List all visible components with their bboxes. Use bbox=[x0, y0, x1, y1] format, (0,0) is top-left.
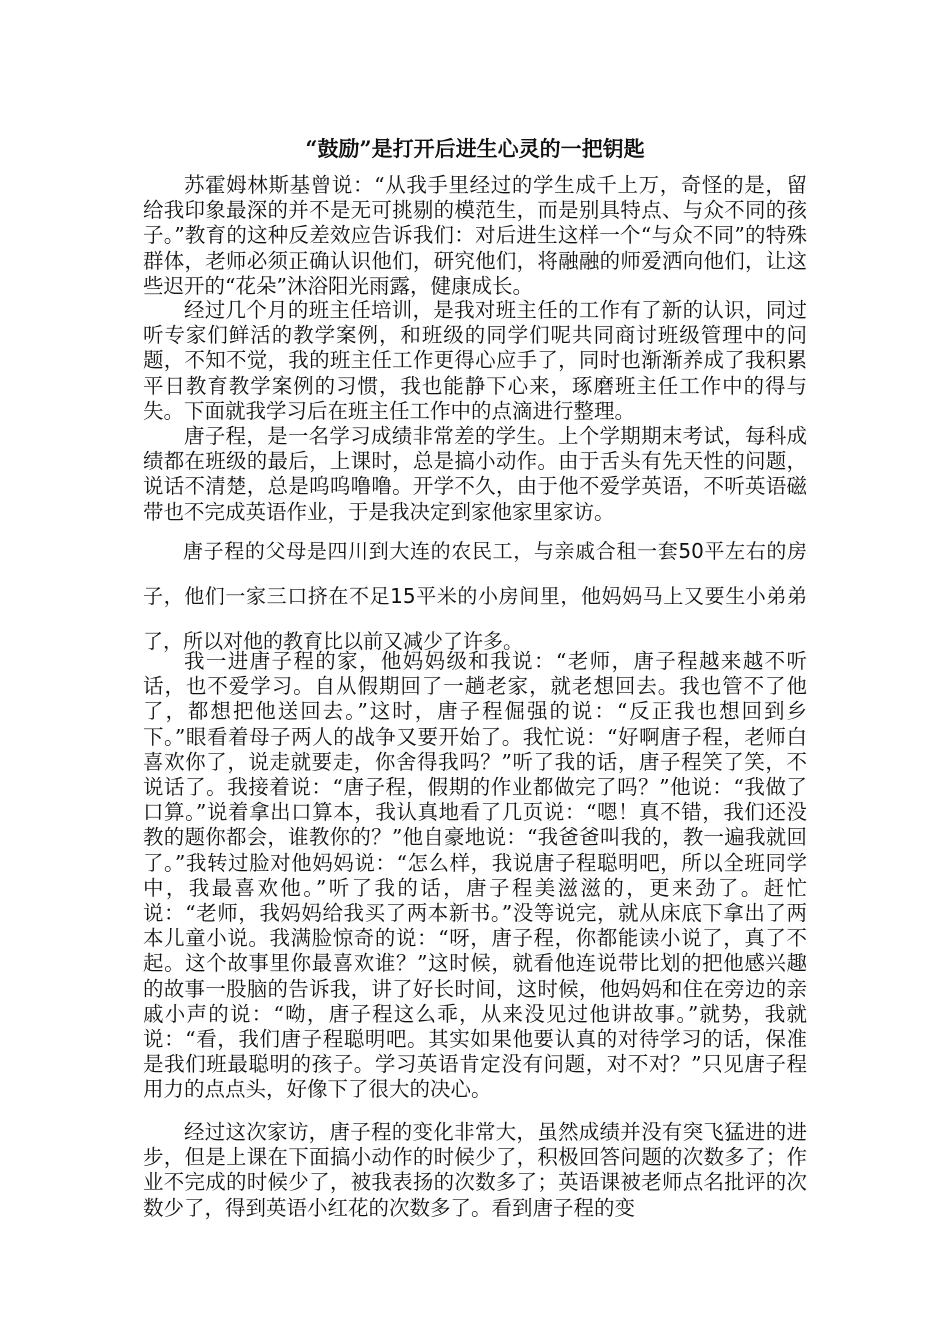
paragraph-training: 经过几个月的班主任培训，是我对班主任的工作有了新的认识，同过听专家们鲜活的教学案例，和班级的同学们呢共同商讨班级管理中的问题，不知不觉，我的班主任工作更得心应手了，同时也渐渐养成了我积累平日教育教学案例的习惯，我也能静下心来，琢磨班主任工作中的得与失。下面就我学习后在班主任工作中的点滴进行整理。 bbox=[143, 298, 807, 423]
paragraph-parents: 唐子程的父母是四川到大连的农民工，与亲戚合租一套50平左右的房子，他们一家三口挤在不足15平米的小房间里，他妈妈马上又要生小弟弟了，所以对他的教育比以前又减少了许多。 bbox=[143, 539, 807, 653]
paragraph-home-visit: 我一进唐子程的家，他妈妈级和我说：“老师，唐子程越来越不听话，也不爱学习。自从假期回了一趟老家，就老想回去。我也管不了他了，都想把他送回去。”这时，唐子程倔强的说：“反正我也想回到乡下。”眼看着母子两人的战争又要开始了。我忙说：“好啊唐子程，老师白喜欢你了，说走就要走，你舍得我吗？”听了我的话，唐子程笑了笑，不说话了。我接着说：“唐子程，假期的作业都做完了吗？”他说：“我做了口算。”说着拿出口算本，我认真地看了几页说：“嗯！真不错，我们还没教的题你都会，谁教你的？”他自豪地说：“我爸爸叫我的，教一遍我就回了。”我转过脸对他妈妈说：“怎么样，我说唐子程聪明吧，所以全班同学中，我最喜欢他。”听了我的话，唐子程美滋滋的，更来劲了。赶忙说：“老师，我妈妈给我买了两本新书。”没等说完，就从床底下拿出了两本儿童小说。我满脸惊奇的说：“呀，唐子程，你都能读小说了，真了不起。这个故事里你最喜欢谁？”这时候，就看他连说带比划的把他感兴趣的故事一股脑的告诉我，讲了好长时间，这时候，他妈妈和住在旁边的亲戚小声的说：“呦，唐子程这么乖，从来没见过他讲故事。”就势，我就说：“看，我们唐子程聪明吧。其实如果他要认真的对待学习的话，保准是我们班最聪明的孩子。学习英语肯定没有问题，对不对？”只见唐子程用力的点点头，好像下了很大的决心。 bbox=[143, 649, 807, 1102]
paragraph-student: 唐子程，是一名学习成绩非常差的学生。上个学期期末考试，每科成绩都在班级的最后，上课时，总是搞小动作。由于舌头有先天性的问题，说话不清楚，总是呜呜噜噜。开学不久，由于他不爱学英语，不听英语磁带也不完成英语作业，于是我决定到家他家里家访。 bbox=[143, 424, 807, 524]
document-title: “鼓励”是打开后进生心灵的一把钥匙 bbox=[305, 136, 645, 161]
paragraph-intro: 苏霍姆林斯基曾说：“从我手里经过的学生成千上万，奇怪的是，留给我印象最深的并不是无可挑剔的模范生，而是别具特点、与众不同的孩子。”教育的这种反差效应告诉我们：对后进生这样一个“与众不同”的特殊群体，老师必须正确认识他们，研究他们，将融融的师爱洒向他们，让这些迟开的“花朵”沐浴阳光雨露，健康成长。 bbox=[143, 173, 807, 298]
paragraph-change: 经过这次家访，唐子程的变化非常大，虽然成绩并没有突飞猛进的进步，但是上课在下面搞小动作的时候少了，积极回答问题的次数多了；作业不完成的时候少了，被我表扬的次数多了；英语课被老师点名批评的次数少了，得到英语小红花的次数多了。看到唐子程的变 bbox=[143, 1120, 807, 1220]
